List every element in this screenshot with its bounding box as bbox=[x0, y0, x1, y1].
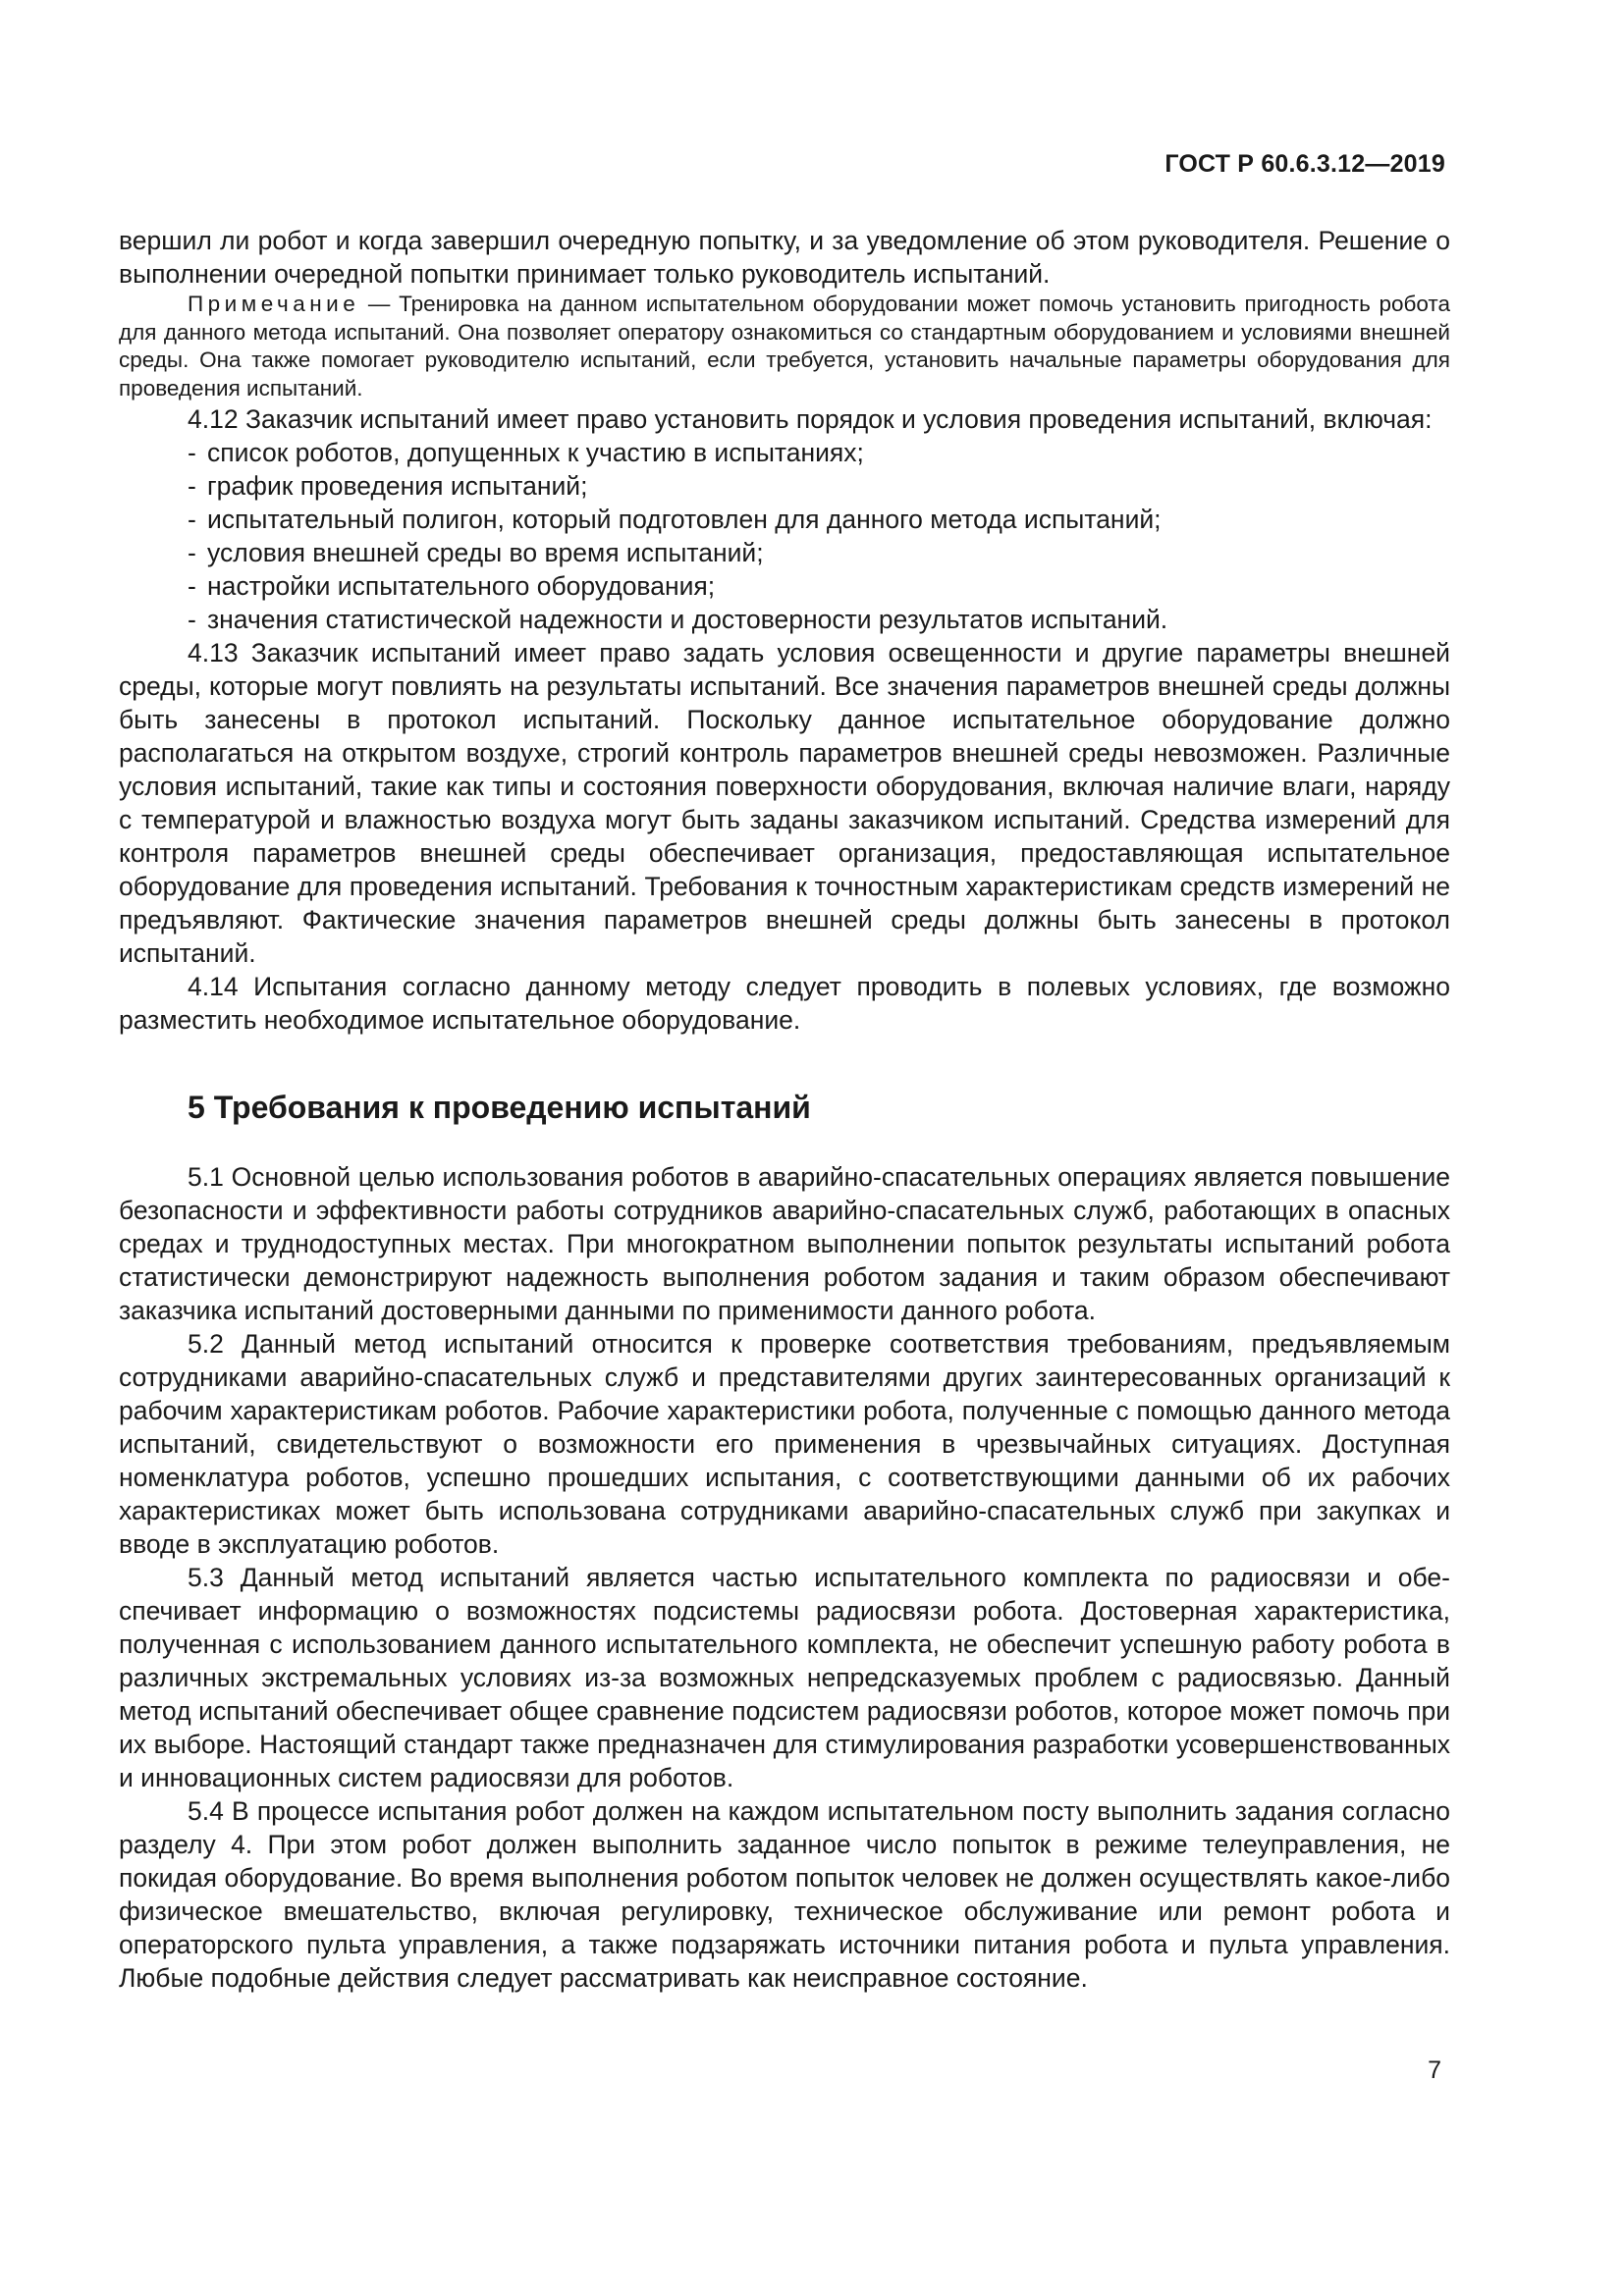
document-code: ГОСТ Р 60.6.3.12—2019 bbox=[1164, 150, 1445, 178]
paragraph-5-4: 5.4 В процессе испытания робот должен на каждом испытательном посту выполнить задания согласно разделу 4. При этом робот должен выполнить заданное число попыток в режиме телеуправления, не покидая оборудование. Во время выполнения роботом попыток человек не должен осуществлять какое-либо физическое вмешательство, включая регулировку, техническое обслуживание или ремонт робота и операторского пульта управления, а также подзаряжать источники питания робота и пульта управления. Любые подобные действия следует рассматривать как неисправное состояние. bbox=[119, 1796, 1450, 1993]
list-item: - график проведения испытаний; bbox=[188, 471, 588, 501]
note-label: Примечание bbox=[188, 292, 360, 316]
list-item: - испытательный полигон, который подготовлен для данного метода испытаний; bbox=[188, 505, 1162, 534]
paragraph-4-12: 4.12 Заказчик испытаний имеет право установить порядок и условия проведения испытаний, включая: bbox=[188, 404, 1433, 434]
paragraph-5-1: 5.1 Основной целью использования роботов в аварийно-спасательных операциях является повышение безопасности и эффективности работы сотрудников аварийно-спасательных служб, работающих в опасных средах и труднодоступных местах. При многократном выполнении попыток результаты испытаний робота статистически демонстрируют надежность выполнения роботом задания и таким образом обеспечивают заказчика испытаний достоверными данными по применимости данного робота. bbox=[119, 1162, 1450, 1325]
paragraph-continuation: вершил ли робот и когда завершил очередную попытку, и за уведомление об этом руководителя. Решение о выполнении очередной попытки принимает только руководитель испытаний. bbox=[119, 226, 1450, 289]
document-body bbox=[119, 224, 1450, 1995]
list-item: - условия внешней среды во время испытаний; bbox=[188, 538, 764, 567]
list-item: - значения статистической надежности и достоверности результатов испытаний. bbox=[188, 605, 1168, 634]
paragraph-5-3: 5.3 Данный метод испытаний является частью испытательного комплекта по радиосвязи и обеспечивает информацию о возможностях подсистемы радиосвязи робота. Достоверная характеристика, полученная с использованием данного испытательного комплекта, не обеспечит успешную работу робота в различных экстремальных условиях из-за возможных непредсказуемых проблем с радиосвязью. Данный метод испытаний обеспечивает общее сравнение подсистем радиосвязи роботов, которое может помочь при их выборе. Настоящий стандарт также предназначен для стимулирования разработки усовершенствованных и инновационных систем радиосвязи для роботов. bbox=[119, 1563, 1450, 1792]
paragraph-5-2: 5.2 Данный метод испытаний относится к проверке соответствия требованиям, предъявляемым сотрудниками аварийно-спасательных служб и представителями других заинтересованных организаций к рабочим характеристикам роботов. Рабочие характеристики робота, полученные с помощью данного метода испытаний, свидетельствуют о возможности его применения в чрезвычайных ситуациях. Доступная номенклатура роботов, успешно прошедших испытания, с соответствующими данными об их рабочих характеристиках может быть использована сотрудниками аварийно-спасательных служб при закупках и вводе в эксплуатацию роботов. bbox=[119, 1329, 1450, 1559]
paragraph-4-14: 4.14 Испытания согласно данному методу следует проводить в полевых условиях, где возможно разместить необходимое испытательное оборудование. bbox=[119, 972, 1450, 1035]
note-text: — Тренировка на данном испытательном оборудовании может помочь установить пригодность робота для данного метода испытаний. Она позволяет оператору ознакомиться со стандартным оборудованием и условиями внешней среды. Она также помогает руководителю испытаний, если требуется, установить начальные параметры оборудования для проведения испытаний. bbox=[119, 292, 1450, 400]
note-paragraph bbox=[119, 291, 1450, 402]
section-title: 5 Требования к проведению испытаний bbox=[188, 1090, 811, 1125]
list-item: - настройки испытательного оборудования; bbox=[188, 571, 716, 601]
list-item: - список роботов, допущенных к участию в испытаниях; bbox=[188, 438, 864, 467]
paragraph-4-13: 4.13 Заказчик испытаний имеет право задать условия освещенности и другие параметры внешней среды, которые могут повлиять на результаты испытаний. Все значения параметров внешней среды должны быть занесены в протокол испытаний. Поскольку данное испытательное оборудование должно располагаться на открытом воздухе, строгий контроль параметров внешней среды невозможен. Различные условия испытаний, такие как типы и состояния поверхности оборудования, включая наличие влаги, наряду с температурой и влажностью воздуха могут быть заданы заказчиком испытаний. Средства измерений для контроля параметров внешней среды обеспечивает организация, предоставляющая испытательное оборудование для проведения испытаний. Требования к точностным характеристикам средств измерений не предъявляют. Фактические значения параметров внешней среды должны быть занесены в протокол испытаний. bbox=[119, 638, 1450, 968]
page-number: 7 bbox=[1428, 2056, 1441, 2084]
conditions-list bbox=[119, 436, 1450, 636]
